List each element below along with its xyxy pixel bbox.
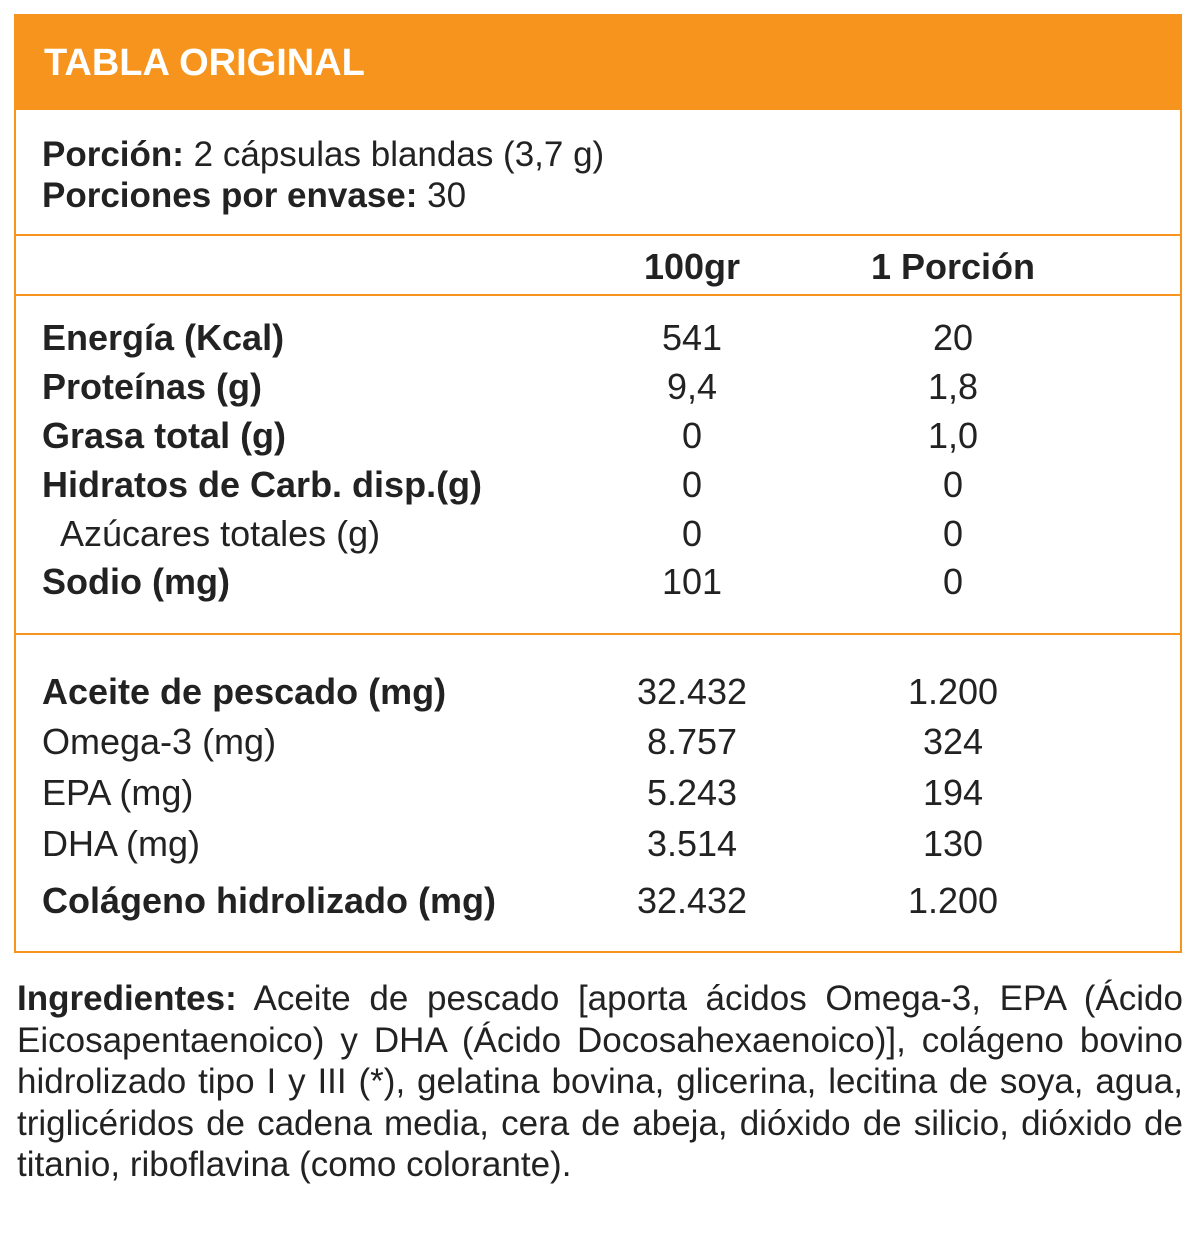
row-label: Grasa total (g) — [42, 415, 287, 456]
row-value-100gr: 9,4 — [666, 366, 718, 407]
row-value-portion: 1,8 — [927, 366, 979, 407]
row-value-portion: 0 — [942, 561, 964, 602]
row-value-portion: 0 — [942, 464, 964, 505]
row-label: Hidratos de Carb. disp.(g) — [42, 464, 483, 505]
row-value-portion: 194 — [922, 772, 984, 813]
table-row — [16, 669, 1180, 715]
ingredients-label: Ingredientes: — [17, 979, 237, 1018]
table-row — [16, 511, 1180, 557]
row-value-portion: 324 — [922, 721, 984, 762]
row-value-100gr: 0 — [681, 415, 703, 456]
portion-size-value: 2 cápsulas blandas (3,7 g) — [183, 135, 605, 174]
table-title: TABLA ORIGINAL — [16, 16, 1180, 110]
row-value-100gr: 32.432 — [636, 671, 748, 712]
row-value-100gr: 101 — [661, 561, 723, 602]
table-row — [16, 821, 1180, 867]
row-value-100gr: 0 — [681, 464, 703, 505]
row-value-portion: 1,0 — [927, 415, 979, 456]
row-label: Energía (Kcal) — [42, 317, 285, 358]
column-headers — [16, 236, 1180, 296]
row-label: Sodio (mg) — [42, 561, 230, 602]
portion-size-line — [42, 134, 1180, 175]
row-label: Proteínas (g) — [42, 366, 263, 407]
portion-size-label: Porción: — [42, 135, 184, 174]
table-row — [16, 770, 1180, 816]
table-row — [16, 878, 1180, 924]
row-label: EPA (mg) — [42, 772, 194, 813]
portion-info — [16, 110, 1180, 236]
table-row — [16, 559, 1180, 605]
servings-value: 30 — [417, 176, 467, 215]
nutrient-rows — [16, 296, 1180, 635]
row-value-100gr: 8.757 — [646, 721, 738, 762]
row-value-portion: 130 — [922, 823, 984, 864]
row-label: DHA (mg) — [42, 823, 201, 864]
table-row — [16, 462, 1180, 508]
nutrition-table — [14, 14, 1182, 953]
row-value-100gr: 5.243 — [646, 772, 738, 813]
ingredients-list: Aceite de pescado [aporta ácidos Omega-3, EPA (Ácido Eicosapentaenoico) y DHA (Ácido Docosahexaenoico)], colágeno bovino hidrolizado tipo I y III (*), gelatina bovina, glicerina, lecitina de soya, agua, triglicéridos de cadena media, cera de abeja, dióxido de silicio, dióxido de titanio, riboflavina (como colorante). — [17, 979, 1183, 1184]
servings-label: Porciones por envase: — [42, 176, 418, 215]
row-label: Azúcares totales (g) — [60, 513, 381, 554]
row-value-100gr: 0 — [681, 513, 703, 554]
row-value-portion: 1.200 — [907, 880, 999, 921]
row-label: Colágeno hidrolizado (mg) — [42, 880, 496, 921]
column-header-100gr: 100gr — [643, 246, 741, 287]
servings-per-container-line — [42, 175, 1180, 216]
row-label: Aceite de pescado (mg) — [42, 671, 447, 712]
column-header-portion: 1 Porción — [870, 246, 1036, 287]
row-value-portion: 1.200 — [907, 671, 999, 712]
table-row — [16, 719, 1180, 765]
table-row — [16, 315, 1180, 361]
row-value-100gr: 3.514 — [646, 823, 738, 864]
ingredients-text — [17, 978, 1183, 1186]
row-label: Omega-3 (mg) — [42, 721, 277, 762]
table-row — [16, 364, 1180, 410]
row-value-portion: 20 — [932, 317, 974, 358]
row-value-portion: 0 — [942, 513, 964, 554]
row-value-100gr: 32.432 — [636, 880, 748, 921]
component-rows — [16, 635, 1180, 955]
table-row — [16, 413, 1180, 459]
row-value-100gr: 541 — [661, 317, 723, 358]
